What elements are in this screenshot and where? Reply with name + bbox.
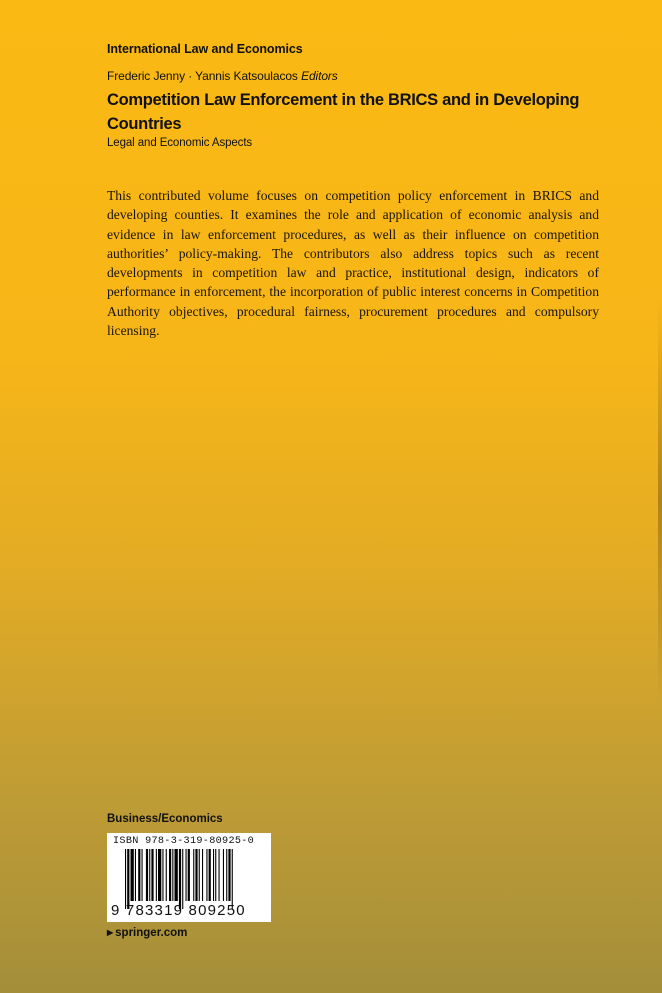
barcode-bar xyxy=(135,849,136,901)
barcode-bar xyxy=(199,849,200,901)
editors-role: Editors xyxy=(301,69,338,83)
isbn-label: ISBN 978-3-319-80925-0 xyxy=(113,836,255,847)
book-description: This contributed volume focuses on competition policy enforcement in BRICS and developing counties. It examines the role and application of economic analysis and evidence in law enforcement procedures, as well as their influence on competition authorities’ policy-making. The contributors also address topics such as recent developments in competition law and practice, institutional design, indicators of performance in enforcement, the incorporation of public interest concerns in Competition Authority objectives, procedural fairness, procurement procedures and compulsory licensing. xyxy=(107,188,599,339)
barcode-bar xyxy=(151,849,153,901)
barcode-bar xyxy=(232,849,233,909)
barcode-bar xyxy=(172,849,173,901)
barcode-bar xyxy=(186,849,187,901)
barcode-bar xyxy=(188,849,190,901)
barcode-bar xyxy=(127,849,129,909)
book-subtitle: Legal and Economic Aspects xyxy=(107,137,253,149)
barcode-bar xyxy=(131,849,134,901)
barcode-bar xyxy=(202,849,203,901)
barcode-bar xyxy=(223,849,224,901)
barcode-bar xyxy=(193,849,194,901)
editor-names: Frederic Jenny · Yannis Katsoulacos xyxy=(107,69,298,83)
barcode-bar xyxy=(206,849,207,901)
barcode-bar xyxy=(162,849,163,901)
barcode-bar xyxy=(219,849,220,901)
ean-digits: 9 783319 809250 xyxy=(111,902,246,919)
barcode-bar xyxy=(138,849,140,901)
barcode-bar xyxy=(179,849,181,909)
barcode-bar xyxy=(213,849,214,901)
arrow-right-icon: ▶ xyxy=(107,928,114,937)
publisher-link-text: springer.com xyxy=(115,927,188,939)
barcode-bar xyxy=(228,849,230,901)
barcode-bar xyxy=(215,849,216,901)
barcode-bar xyxy=(195,849,197,901)
barcode-bar xyxy=(149,849,150,901)
publisher-link[interactable] xyxy=(107,927,187,939)
subject-category: Business/Economics xyxy=(107,813,223,825)
barcode-bar xyxy=(166,849,167,901)
barcode-bar xyxy=(209,849,211,901)
barcode-bar xyxy=(175,849,178,901)
barcode-bar xyxy=(226,849,227,901)
editors-line xyxy=(107,69,338,83)
barcode-bar xyxy=(156,849,157,901)
barcode-bar xyxy=(142,849,143,901)
barcode-bar xyxy=(125,849,126,909)
barcode-bar xyxy=(182,849,183,909)
series-name: International Law and Economics xyxy=(107,42,303,56)
isbn-barcode xyxy=(107,833,271,922)
barcode-bar xyxy=(169,849,171,901)
barcode-bar xyxy=(146,849,148,901)
book-title: Competition Law Enforcement in the BRICS and in Developing Countries xyxy=(107,91,580,133)
barcode-bar xyxy=(158,849,161,901)
